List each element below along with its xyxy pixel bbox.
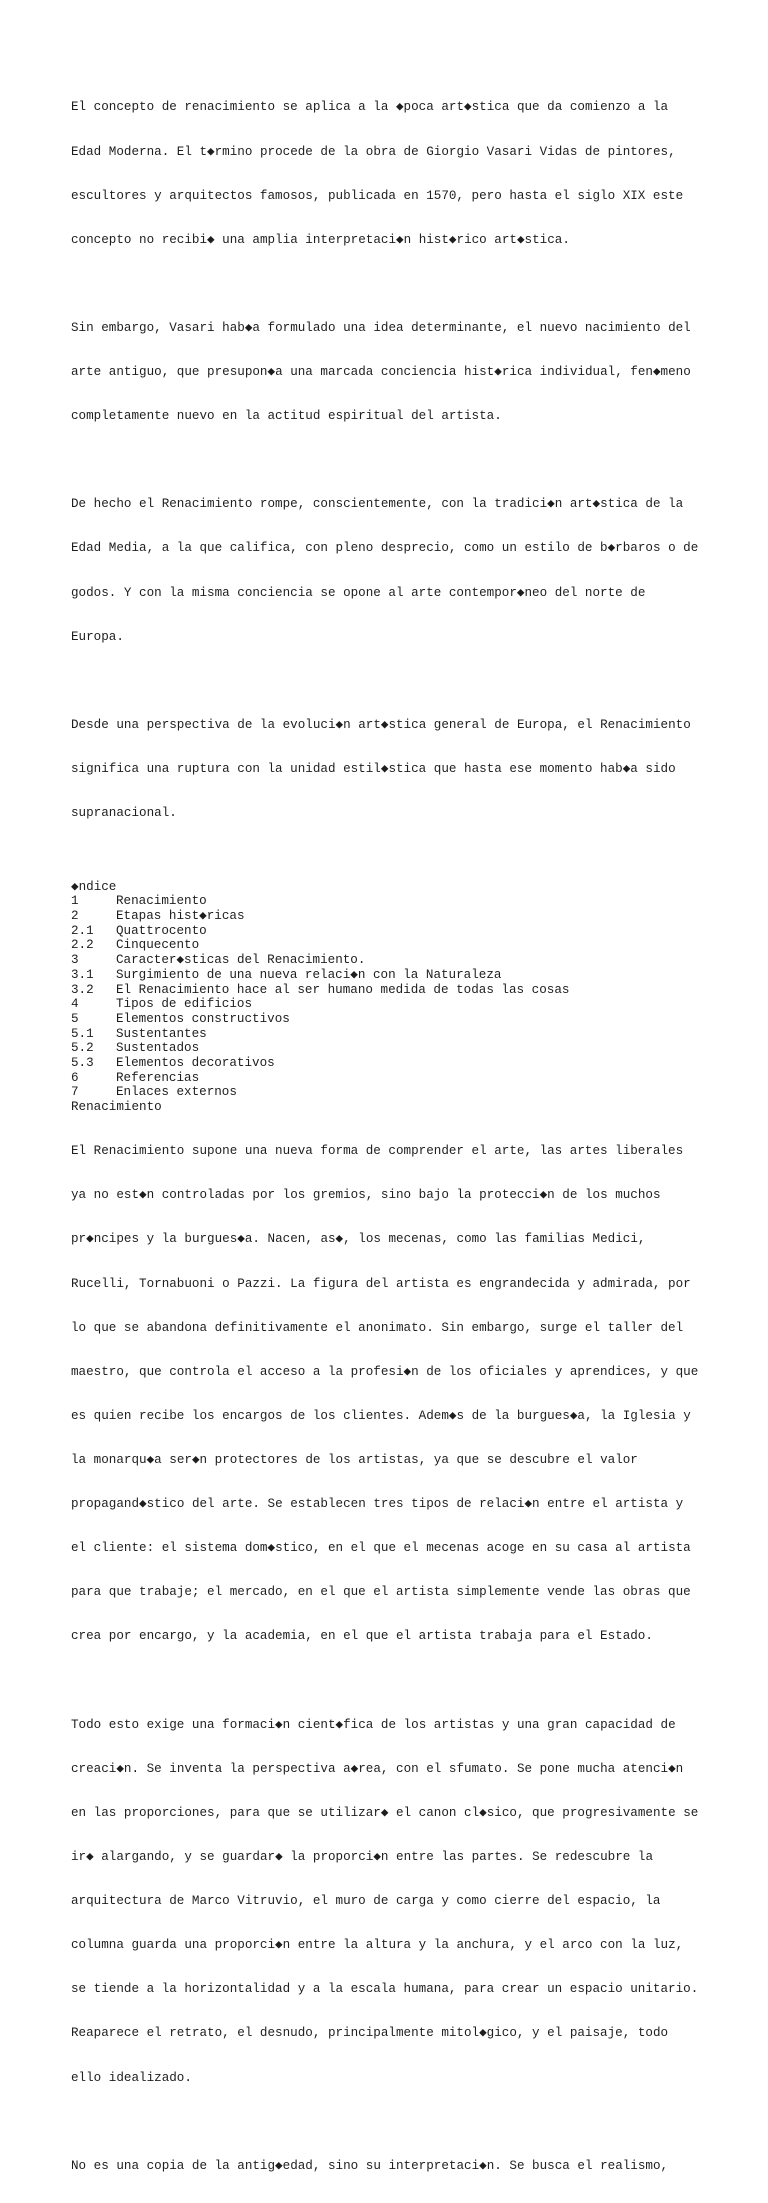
document-page	[71, 71, 711, 2203]
toc-item-number: 6	[71, 1070, 79, 1085]
toc-item[interactable]	[71, 1056, 711, 1071]
text-line: completamente nuevo en la actitud espiritual del artista.	[71, 409, 502, 424]
intro-paragraph	[71, 292, 711, 454]
toc-item-number: 7	[71, 1085, 79, 1100]
text-line: ya no est◆n controladas por los gremios, sino bajo la protecci◆n de los muchos	[71, 1188, 661, 1203]
toc-item[interactable]	[71, 1071, 711, 1086]
text-line: ir◆ alargando, y se guardar◆ la proporci◆n entre las partes. Se redescubre la	[71, 1850, 653, 1864]
text-line: el cliente: el sistema dom◆stico, en el que el mecenas acoge en su casa al artista	[71, 1541, 691, 1556]
toc-item-title[interactable]: Referencias	[116, 1070, 200, 1085]
toc-item[interactable]	[71, 1041, 711, 1056]
toc-item[interactable]	[71, 1085, 711, 1100]
text-line: maestro, que controla el acceso a la profesi◆n de los oficiales y aprendices, y que	[71, 1364, 699, 1379]
text-line: godos. Y con la misma conciencia se opone al arte contempor◆neo del norte de	[71, 585, 646, 600]
toc-item-title[interactable]: Tipos de edificios	[116, 997, 253, 1012]
text-line: El Renacimiento supone una nueva forma de comprender el arte, las artes liberales	[71, 1144, 684, 1159]
toc-item-number: 5.3	[71, 1056, 94, 1071]
text-line: Desde una perspectiva de la evoluci◆n art◆stica general de Europa, el Renacimiento	[71, 717, 691, 732]
section-heading: Renacimiento	[71, 1100, 162, 1115]
toc-item[interactable]	[71, 997, 711, 1012]
text-line: Rucelli, Tornabuoni o Pazzi. La figura del artista es engrandecida y admirada, por	[71, 1276, 691, 1291]
text-line: Todo esto exige una formaci◆n cient◆fica de los artistas y una gran capacidad de	[71, 1717, 676, 1732]
toc-item-title[interactable]: Renacimiento	[116, 894, 207, 909]
toc-item-number: 3.1	[71, 967, 94, 982]
toc-item[interactable]	[71, 1027, 711, 1042]
toc-item[interactable]	[71, 894, 711, 909]
toc-item-number: 3.2	[71, 982, 94, 997]
text-line: Edad Moderna. El t◆rmino procede de la obra de Giorgio Vasari Vidas de pintores,	[71, 144, 676, 159]
text-line: concepto no recibi◆ una amplia interpretaci◆n hist◆rico art◆stica.	[71, 232, 570, 247]
toc-item[interactable]	[71, 968, 711, 983]
text-line: arquitectura de Marco Vitruvio, el muro de carga y como cierre del espacio, la	[71, 1894, 661, 1909]
intro-paragraph	[71, 71, 711, 277]
text-line: El concepto de renacimiento se aplica a la ◆poca art◆stica que da comienzo a la	[71, 100, 669, 115]
text-line: se tiende a la horizontalidad y a la escala humana, para crear un espacio unitario.	[71, 1982, 699, 1997]
toc-item-title[interactable]: Sustentantes	[116, 1026, 207, 1041]
intro-paragraph	[71, 468, 711, 674]
text-line: significa una ruptura con la unidad estil◆stica que hasta ese momento hab◆a sido	[71, 762, 676, 776]
toc-item-title[interactable]: Elementos constructivos	[116, 1011, 290, 1026]
toc-item-number: 4	[71, 997, 79, 1012]
toc-item-title[interactable]: Surgimiento de una nueva relaci◆n con la Naturaleza	[116, 967, 502, 982]
text-line: Edad Media, a la que califica, con pleno desprecio, como un estilo de b◆rbaros o de	[71, 541, 699, 556]
toc-item-title[interactable]: Sustentados	[116, 1041, 200, 1056]
toc-item-title[interactable]: Elementos decorativos	[116, 1056, 275, 1071]
text-line: propagand◆stico del arte. Se establecen tres tipos de relaci◆n entre el artista y	[71, 1497, 684, 1512]
text-line: crea por encargo, y la academia, en el que el artista trabaja para el Estado.	[71, 1629, 653, 1644]
toc-item-number: 5.1	[71, 1026, 94, 1041]
toc-item-number: 5.2	[71, 1041, 94, 1056]
toc-item-title[interactable]: Caracter◆sticas del Renacimiento.	[116, 953, 366, 968]
text-line: Reaparece el retrato, el desnudo, principalmente mitol◆gico, y el paisaje, todo	[71, 2026, 669, 2041]
toc-heading: ◆ndice	[71, 879, 117, 894]
toc-item[interactable]	[71, 953, 711, 968]
toc-item[interactable]	[71, 938, 711, 953]
text-line: es quien recibe los encargos de los clientes. Adem◆s de la burgues◆a, la Iglesia y	[71, 1408, 691, 1423]
toc-item[interactable]	[71, 983, 711, 998]
text-line: pr◆ncipes y la burgues◆a. Nacen, as◆, los mecenas, como las familias Medici,	[71, 1232, 646, 1247]
toc-item-title[interactable]: El Renacimiento hace al ser humano medida de todas las cosas	[116, 982, 570, 997]
section-paragraph	[71, 1688, 711, 2114]
text-line: De hecho el Renacimiento rompe, conscientemente, con la tradici◆n art◆stica de la	[71, 497, 684, 512]
text-line: en las proporciones, para que se utilizar◆ el canon cl◆sico, que progresivamente se	[71, 1805, 699, 1820]
text-line: supranacional.	[71, 806, 177, 821]
text-line: No es una copia de la antig◆edad, sino su interpretaci◆n. Se busca el realismo,	[71, 2158, 669, 2173]
text-line: la monarqu◆a ser◆n protectores de los artistas, ya que se descubre el valor	[71, 1453, 638, 1468]
text-line: escultores y arquitectos famosos, publicada en 1570, pero hasta el siglo XIX este	[71, 188, 684, 203]
toc-item-title[interactable]: Quattrocento	[116, 923, 207, 938]
toc-item-number: 1	[71, 894, 79, 909]
text-line: ello idealizado.	[71, 2070, 192, 2085]
toc-item-title[interactable]: Enlaces externos	[116, 1085, 237, 1100]
intro-paragraph	[71, 688, 711, 850]
text-line: para que trabaje; el mercado, en el que el artista simplemente vende las obras que	[71, 1585, 691, 1600]
toc-item-number: 2.2	[71, 938, 94, 953]
section-paragraph	[71, 1115, 711, 1674]
toc-item-number: 2	[71, 909, 79, 924]
toc-item[interactable]	[71, 924, 711, 939]
toc-item-number: 3	[71, 953, 79, 968]
text-line: columna guarda una proporci◆n entre la altura y la anchura, y el arco con la luz,	[71, 1938, 684, 1953]
section-paragraph	[71, 2129, 711, 2203]
toc-item[interactable]	[71, 909, 711, 924]
toc-item-title[interactable]: Cinquecento	[116, 938, 200, 953]
text-line: Sin embargo, Vasari hab◆a formulado una idea determinante, el nuevo nacimiento del	[71, 320, 691, 335]
toc-item[interactable]	[71, 1012, 711, 1027]
text-line: Europa.	[71, 629, 124, 644]
table-of-contents	[71, 880, 711, 1101]
toc-item-number: 5	[71, 1011, 79, 1026]
section-renacimiento	[71, 1100, 711, 2203]
text-line: arte antiguo, que presupon◆a una marcada conciencia hist◆rica individual, fen◆meno	[71, 365, 691, 380]
toc-item-number: 2.1	[71, 923, 94, 938]
toc-item-title[interactable]: Etapas hist◆ricas	[116, 909, 245, 924]
text-line: lo que se abandona definitivamente el anonimato. Sin embargo, surge el taller del	[71, 1320, 684, 1335]
text-line: creaci◆n. Se inventa la perspectiva a◆rea, con el sfumato. Se pone mucha atenci◆n	[71, 1761, 684, 1776]
